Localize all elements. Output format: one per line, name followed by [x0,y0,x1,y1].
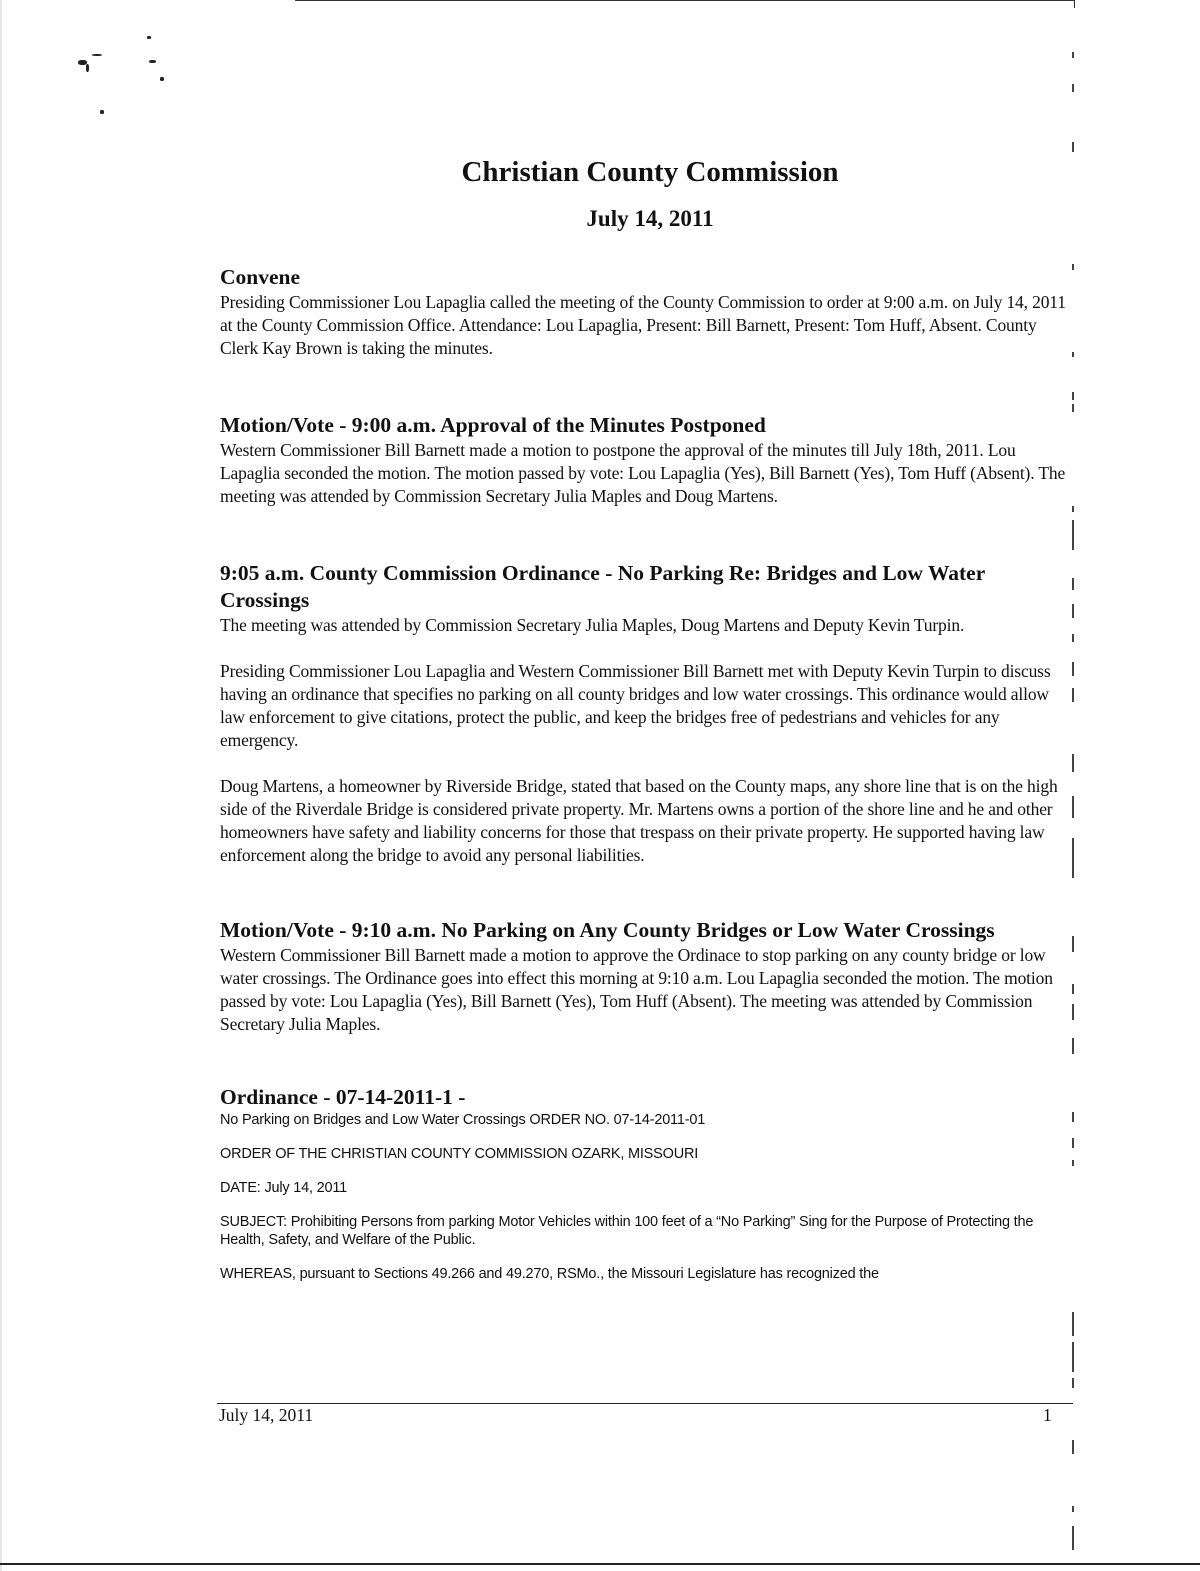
scan-edge-mark [1072,984,1074,994]
section-text: Presiding Commissioner Lou Lapaglia and Western Commissioner Bill Barnett met with Deputy Kevin Turpin to discuss having an ordinance that specifies no parking on all county bridges and low water crossings. This ordinance would allow law enforcement to give citations, protect the public, and keep the bridges free of pedestrians and vehicles for any emergency. [220,661,1051,750]
scan-edge-mark [1072,1112,1074,1122]
footer-rule [217,1403,1073,1404]
scan-edge-mark [1072,838,1074,878]
section-heading: Motion/Vote - 9:00 a.m. Approval of the Minutes Postponed [220,413,766,437]
scan-edge-mark [1072,1526,1074,1550]
scan-speck [100,110,104,114]
scan-edge-mark [1072,688,1074,702]
scan-edge-mark [1072,634,1074,642]
scan-edge-mark [1072,662,1074,676]
scan-edge-mark [1072,1004,1074,1020]
section-text: Western Commissioner Bill Barnett made a motion to postpone the approval of the minutes till July 18th, 2011. Lou Lapaglia seconded the motion. The motion passed by vote: Lou Lapaglia (Yes), Bill Barnett (Yes), Tom Huff (Absent). The meeting was attended by Commission Secretary Julia Maples and Doug Martens. [220,440,1066,506]
scan-edge-mark [1072,520,1074,550]
section-heading: Convene [220,265,301,289]
section-convene [220,264,1072,360]
section-text: Doug Martens, a homeowner by Riverside Bridge, stated that based on the County maps, any shore line that is on the high side of the Riverdale Bridge is considered private property. Mr. Martens owns a portion of the shore line and he and other homeowners have safety and liability concerns for those that trespass on their private property. He supported having law enforcement along the bridge to avoid any personal liabilities. [220,776,1058,865]
ordinance-line: WHEREAS, pursuant to Sections 49.266 and 49.270, RSMo., the Missouri Legislature has recognized the [220,1266,879,1282]
scan-edge-mark [1072,404,1074,412]
section-motion-no-parking [220,917,1072,1036]
scan-edge-mark [1072,1378,1074,1388]
scan-edge-mark [1072,936,1074,952]
section-text: Western Commissioner Bill Barnett made a motion to approve the Ordinace to stop parking on any county bridge or low water crossings. The Ordinance goes into effect this morning at 9:10 a.m. Lou Lapaglia seconded the motion. The motion passed by vote: Lou Lapaglia (Yes), Bill Barnett (Yes), Tom Huff (Absent). The meeting was attended by Commission Secretary Julia Maples. [220,945,1053,1034]
scan-edge-mark [1072,392,1074,400]
scan-edge-mark [1072,1342,1074,1372]
section-text: The meeting was attended by Commission Secretary Julia Maples, Doug Martens and Deputy Kevin Turpin. [220,615,965,635]
footer-date: July 14, 2011 [219,1405,314,1425]
scan-top-border [295,0,1075,1]
scan-edge-mark [1072,754,1074,772]
scan-edge-mark [1072,1506,1074,1512]
ordinance-line: ORDER OF THE CHRISTIAN COUNTY COMMISSION OZARK, MISSOURI [220,1146,699,1162]
scan-edge-mark [1072,1038,1074,1054]
scan-edge-mark [1072,352,1074,357]
section-ordinance-discussion [220,560,1072,867]
scan-edge-mark [1072,52,1074,58]
document-title: Christian County Commission [461,156,839,188]
scan-edge-mark [1072,578,1074,590]
scan-top-tick [1074,0,1075,8]
ordinance-line: SUBJECT: Prohibiting Persons from parking Motor Vehicles within 100 feet of a “No Parking” Sing for the Purpose of Protecting the Health, Safety, and Welfare of the Public. [220,1214,1034,1248]
scan-edge-mark [1072,1160,1074,1166]
scan-speck [160,77,164,81]
scan-speck [92,54,102,56]
scan-edge-mark [1072,1138,1074,1148]
section-ordinance [220,1084,1072,1283]
scan-speck [147,36,151,39]
scan-edge-mark [1072,506,1074,512]
section-motion-minutes [220,412,1072,508]
section-heading: Ordinance - 07-14-2011-1 - [220,1085,466,1109]
scan-edge-mark [1072,1440,1074,1454]
section-heading: 9:05 a.m. County Commission Ordinance - No Parking Re: Bridges and Low Water Crossings [220,561,985,612]
scan-edge-mark [1072,796,1074,818]
page-number: 1 [1043,1405,1052,1425]
scan-edge-mark [1072,604,1074,618]
ordinance-line: No Parking on Bridges and Low Water Crossings ORDER NO. 07-14-2011-01 [220,1112,706,1128]
scan-bottom-border [0,1563,1200,1565]
scan-speck [149,60,156,63]
scan-edge-mark [1072,142,1074,152]
document-date: July 14, 2011 [586,206,714,231]
section-heading: Motion/Vote - 9:10 a.m. No Parking on Any County Bridges or Low Water Crossings [220,918,995,942]
scan-edge-mark [1072,1312,1074,1336]
scan-left-shade [0,0,2,1571]
scan-edge-mark [1072,264,1074,270]
section-text: Presiding Commissioner Lou Lapaglia called the meeting of the County Commission to order at 9:00 a.m. on July 14, 2011 at the County Commission Office. Attendance: Lou Lapaglia, Present: Bill Barnett, Present: Tom Huff, Absent. County Clerk Kay Brown is taking the minutes. [220,292,1066,358]
scan-speck [86,64,89,72]
scan-edge-mark [1072,84,1074,92]
minutes-body [220,264,1072,1283]
ordinance-line: DATE: July 14, 2011 [220,1180,348,1196]
